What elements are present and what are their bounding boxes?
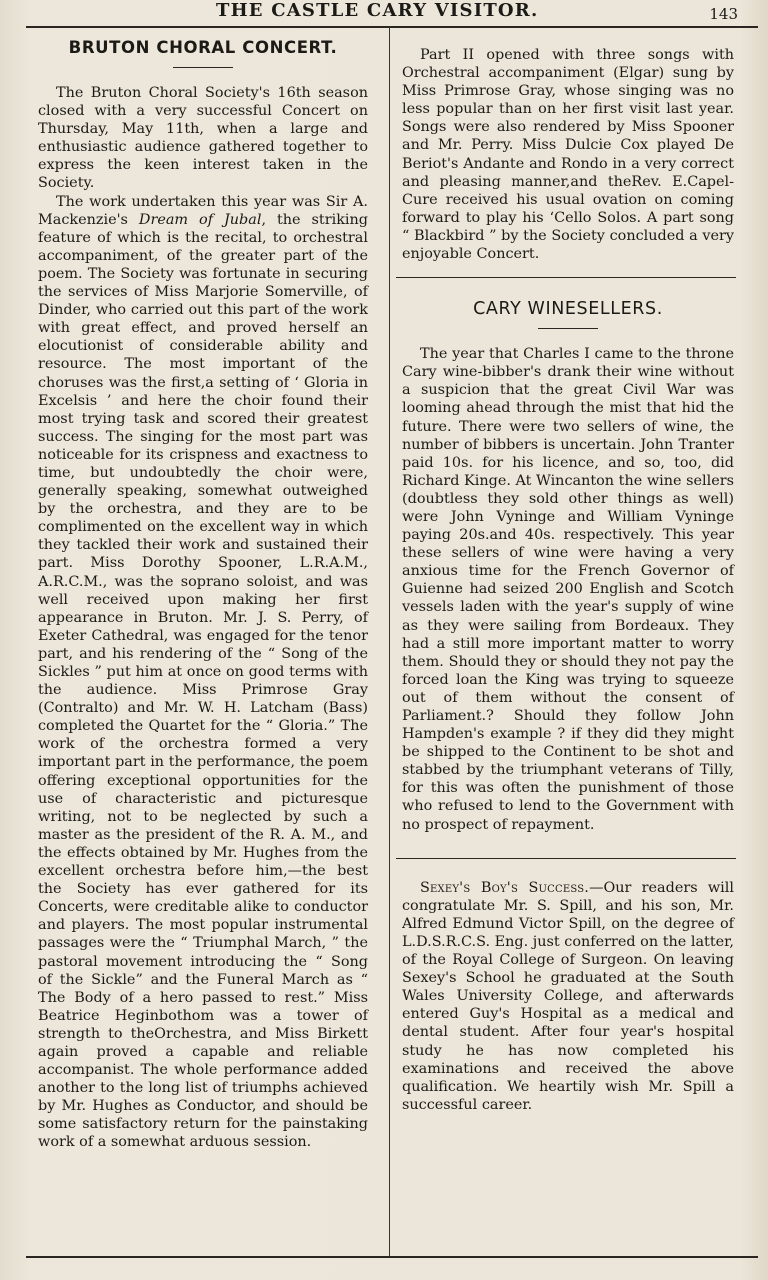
section-rule	[396, 858, 736, 859]
top-rule	[26, 26, 758, 28]
heading-underline	[538, 328, 598, 329]
page-number: 143	[709, 5, 738, 23]
bruton-paragraph-2-rest: , the striking feature of which is the recital, to orchestral accompaniment, of the greater part of the poem. The Society was fortunate in securing the services of Miss Marjorie Somerville, of Dinder, who carried out this part of the work with great effect, and proved herself an elocutionist of considerable ability and resource. The most important of the choruses was the first,a setting of ‘ Gloria in Excelsis ’ and here the choir found their most trying task and scored their greatest success. The singing for the most part was noticeable for its crispness and exactness to time, but undoubtedly the choir were, generally speaking, somewhat outweighed by the orchestra, and they are to be complimented on the excellent way in which they tackled their work and sustained their part. Miss Dorothy Spooner, L.R.A.M., A.R.C.M., was the soprano soloist, and was well received upon making her first appearance in Bruton. Mr. J. S. Perry, of Exeter Cathedral, was engaged for the tenor part, and his rendering of the “ Song of the Sickles ” put him at once on good terms with the audience. Miss Primrose Gray (Contralto) and Mr. W. H. Latcham (Bass) completed the Quartet for the “ Gloria.” The work of the orchestra formed a very important part in the performance, the poem offering exceptional opportunities for the use of characteristic and picturesque writing, not to be neglected by such a master as the president of the R. A. M., and the effects obtained by Mr. Hughes from the excellent orchestra before him,—the best the Society has ever gathered for its Concerts, were creditable alike to conductor and players. The most popular instrumental passages were the “ Triumphal March, ” the pastoral movement introducing the “ Song of the Sickle” and the Funeral March as “ The Body of a hero passed to rest.” Miss Beatrice Heginbothom was a tower of strength to theOrchestra, and Miss Birkett again proved a capable and reliable accompanist. The whole performance added another to the long list of triumphs achieved by Mr. Hughes as Conductor, and should be some satisfactory return for the painstaking work of a somewhat arduous session.	[38, 211, 369, 1151]
bruton-paragraph-2-start: The work undertaken this year was Sir A. Mackenzie's	[38, 193, 368, 228]
right-column	[402, 46, 734, 1114]
wine-paragraph: The year that Charles I came to the throne Cary wine-bibber's drank their wine without a suspicion that the great Civil War was looming ahead through the mist that hid the future. There were two sellers of wine, the number of bibbers is uncertain. John Tranter paid 10s. for his licence, and so, too, did Richard Kinge. At Wincanton the wine sellers (doubtless they sold other things as well) were John Vyninge and William Vyninge paying 20s.and 40s. respectively. This year these sellers of wine were having a very anxious time for the French Governor of Guienne had seized 200 English and Scotch vessels laden with the year's supply of wine as they were sailing from Bordeaux. They had a still more important matter to worry them. Should they or should they not pay the forced loan the King was trying to squeeze out of them without the consent of Parliament.? Should they follow John Hampden's example ? if they did they might be shipped to the Continent to be shot and stabbed by the triumphant veterans of Tilly, for this was often the punishment of those who refused to lend to the Government with no prospect of repayment.	[402, 346, 734, 833]
section-rule	[396, 277, 736, 278]
left-column	[38, 37, 368, 1152]
wine-heading: CARY WINESELLERS.	[473, 299, 663, 320]
running-head	[0, 0, 768, 26]
publication-title: THE CASTLE CARY VISITOR.	[216, 0, 539, 21]
bruton-heading: BRUTON CHORAL CONCERT.	[68, 38, 338, 57]
bruton-paragraph-2	[38, 193, 368, 1152]
column-divider	[389, 27, 390, 1256]
sexey-body: —Our readers will congratulate Mr. S. Spill, and his son, Mr. Alfred Edmund Victor Spill, on the degree of L.D.S.R.C.S. Eng. just conferred on the latter, of the Royal College of Surgeon. On leaving Sexey's School he graduated at the South Wales University College, and afterwards entered Guy's Hospital as a medical and dental student. After four year's hospital study he has now completed his examinations and received the above qualification. We heartily wish Mr. Spill a successful career.	[402, 879, 734, 1113]
bruton-paragraph-3: Part II opened with three songs with Orchestral accompaniment (Elgar) sung by Miss Primrose Gray, whose singing was no less popular than on her first visit last year. Songs were also rendered by Miss Spooner and Mr. Perry. Miss Dulcie Cox played De Beriot's Andante and Rondo in a very correct and pleasing manner,and theRev. E.Capel-Cure received his usual ovation on coming forward to play his ‘Cello Solos. A part song “ Blackbird ” by the Society concluded a very enjoyable Concert.	[402, 47, 734, 263]
bottom-rule	[26, 1256, 758, 1258]
sexey-lead: Sexey's Boy's Success.	[420, 879, 590, 896]
heading-underline	[173, 67, 233, 68]
work-title: Dream of Jubal	[138, 211, 262, 228]
sexey-paragraph	[402, 879, 734, 1114]
bruton-paragraph-1: The Bruton Choral Society's 16th season closed with a very successful Concert on Thursday, May 11th, when a large and enthusiastic audience gathered together to express the keen interest taken in the Society.	[38, 85, 368, 192]
